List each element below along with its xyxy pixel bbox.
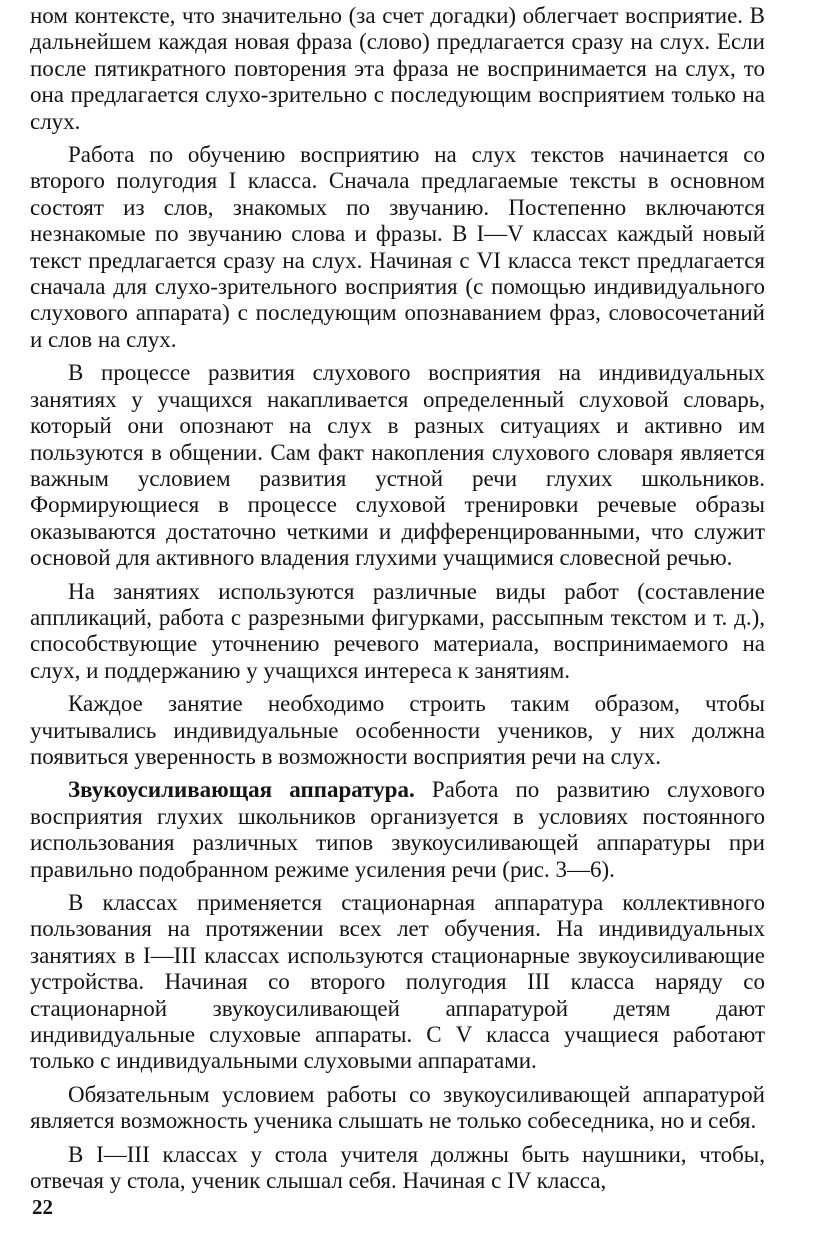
paragraph-1-text: ном контексте, что значительно (за счет догадки) облегчает восприятие. В дальнейшем каждая новая фраза (слово) предлагается сразу на слух. Если после пятикратного повторения эта фраза не воспринимается на слух, то она предлагается слухо-зрительно с последующим восприятием только на слух. [30, 3, 765, 134]
paragraph-3 [30, 360, 765, 571]
paragraph-2 [30, 142, 765, 353]
paragraph-4 [30, 579, 765, 685]
paragraph-1 [30, 3, 765, 135]
paragraph-8-text: Обязательным условием работы со звукоусиливающей аппаратурой является возможность ученика слышать не только собеседника, но и себя. [30, 1081, 765, 1134]
page-number: 22 [32, 1195, 53, 1219]
paragraph-6 [30, 777, 765, 883]
paragraph-5 [30, 691, 765, 770]
paragraph-7-text: В классах применяется стационарная аппаратура коллективного пользования на протяжении всех лет обучения. На индивидуальных занятиях в I—III классах используются стационарные звукоусиливающие устройства. Начиная со второго полугодия III класса наряду со стационарной звукоусиливающей аппаратурой детям дают индивидуальные слуховые аппараты. С V класса учащиеся работают только с индивидуальными слуховыми аппаратами. [30, 890, 765, 1074]
paragraph-9 [30, 1142, 765, 1195]
paragraph-4-text: На занятиях используются различные виды работ (составление аппликаций, работа с разрезными фигурками, рассыпным текстом и т. д.), способствующие уточнению речевого материала, воспринимаемого на слух, и поддержанию у учащихся интереса к занятиям. [30, 578, 765, 683]
paragraph-8 [30, 1082, 765, 1135]
paragraph-7 [30, 890, 765, 1075]
paragraph-2-text: Работа по обучению восприятию на слух текстов начинается со второго полугодия I класса. Сначала предлагаемые тексты в основном состоят из слов, знакомых по звучанию. Постепенно включаются незнакомые по звучанию слова и фразы. В I—V классах каждый новый текст предлагается сразу на слух. Начиная с VI класса текст предлагается сначала для слухо-зрительного восприятия (с помощью индивидуального слухового аппарата) с последующим опознаванием фраз, словосочетаний и слов на слух. [30, 142, 765, 352]
paragraph-6-text: Работа по развитию слухового восприятия глухих школьников организуется в условиях постоянного использования различных типов звукоусиливающей аппаратуры при правильно подобранном режиме усиления речи (рис. 3—6). [30, 777, 765, 882]
paragraph-9-text: В I—III классах у стола учителя должны быть наушники, чтобы, отвечая у стола, ученик слышал себя. Начиная с IV класса, [30, 1141, 765, 1194]
book-page [30, 0, 765, 1242]
section-heading: Звукоусиливающая аппаратура. [68, 777, 415, 803]
paragraph-3-text: В процессе развития слухового восприятия на индивидуальных занятиях у учащихся накапливается определенный слуховой словарь, который они опознают на слух в разных ситуациях и активно им пользуются в общении. Сам факт накопления слухового словаря является важным условием развития устной речи глухих школьников. Формирующиеся в процессе слуховой тренировки речевые образы оказываются достаточно четкими и дифференцированными, что служит основой для активного владения глухими учащимися словесной речью. [30, 360, 765, 571]
paragraph-5-text: Каждое занятие необходимо строить таким образом, чтобы учитывались индивидуальные особенности учеников, у них должна появиться уверенность в возможности восприятия речи на слух. [30, 691, 765, 769]
